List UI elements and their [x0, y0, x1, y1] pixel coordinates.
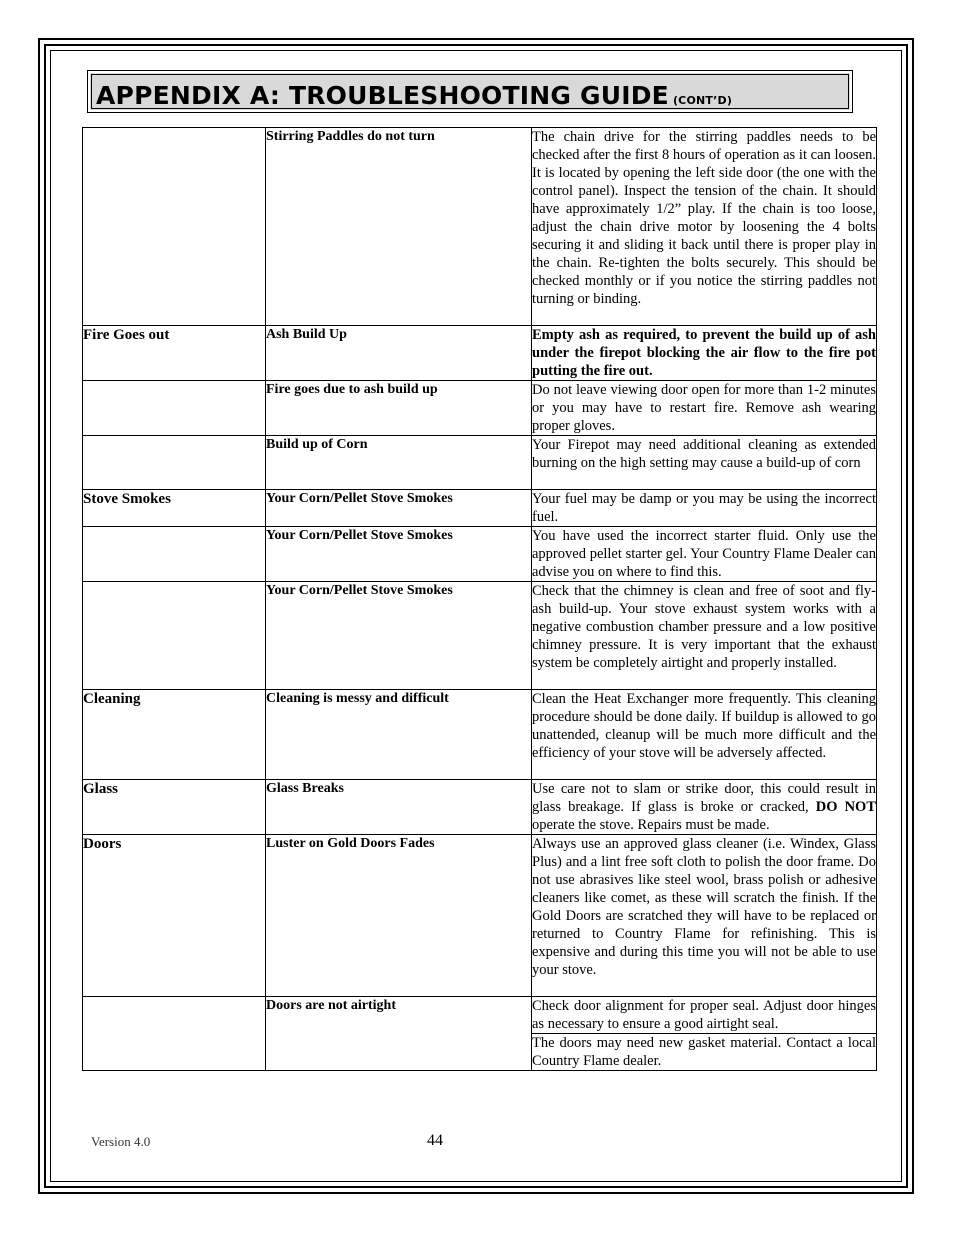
solution-text: Always use an approved glass cleaner (i.e. Windex, Glass Plus) and a lint free soft cloth to polish the door frame. Do not use abrasives like steel wool, brass polish or adhesive cleaners like comet, as these will scratch the finish. If the Gold Doors are scratched they will have to be replaced or returned to Country Flame for refinishing. This is expensive and during this time you will not be able to use your stove. [532, 836, 876, 978]
table-row [83, 128, 877, 326]
title-box-inner [91, 74, 849, 109]
problem-cell [266, 582, 532, 690]
solution-text-part: Use care not to slam or strike door, this could result in glass breakage. If glass is broke or cracked, [532, 781, 876, 815]
table-row [83, 835, 877, 997]
solution-text: Clean the Heat Exchanger more frequently. This cleaning procedure should be done daily. If buildup is allowed to go unattended, cleanup will be much more difficult and the efficiency of your stove will be adversely affected. [532, 691, 876, 761]
problem-label: Build up of Corn [266, 437, 368, 452]
problem-cell [266, 436, 532, 490]
area-label: Doors [83, 836, 122, 852]
area-cell [83, 780, 266, 835]
solution-cell [532, 835, 877, 997]
problem-label: Luster on Gold Doors Fades [266, 836, 435, 851]
title-sub: (CONT’D) [672, 94, 733, 107]
solution-cell [532, 381, 877, 436]
page-number: 44 [427, 1132, 443, 1149]
problem-label: Doors are not airtight [266, 998, 396, 1013]
problem-label: Fire goes due to ash build up [266, 382, 438, 397]
table-row [83, 690, 877, 780]
solution-cell [532, 690, 877, 780]
title-main: APPENDIX A: TROUBLESHOOTING GUIDE [96, 81, 669, 110]
problem-label: Stirring Paddles do not turn [266, 129, 435, 144]
area-cell [83, 582, 266, 690]
area-label: Glass [83, 781, 119, 797]
problem-cell [266, 835, 532, 997]
problem-label: Cleaning is messy and difficult [266, 691, 449, 706]
page-title [96, 81, 732, 110]
solution-text: Check door alignment for proper seal. Adjust door hinges as necessary to ensure a good airtight seal. [532, 998, 876, 1032]
problem-label: Ash Build Up [266, 327, 347, 342]
area-label: Stove Smokes [83, 491, 171, 507]
table-row [83, 326, 877, 381]
solution-text: The doors may need new gasket material. Contact a local Country Flame dealer. [532, 1035, 876, 1069]
area-cell [83, 997, 266, 1071]
area-cell [83, 436, 266, 490]
table-row [83, 490, 877, 527]
solution-cell [532, 436, 877, 490]
solution-text [532, 780, 876, 834]
solution-emphasis: DO NOT [815, 799, 876, 815]
table-row [83, 527, 877, 582]
solution-cell [532, 997, 877, 1034]
area-label: Fire Goes out [83, 327, 170, 343]
version-label: Version 4.0 [91, 1134, 151, 1149]
solution-cell [532, 527, 877, 582]
problem-cell [266, 381, 532, 436]
table-row [83, 381, 877, 436]
problem-cell [266, 326, 532, 381]
solution-cell [532, 582, 877, 690]
problem-label: Your Corn/Pellet Stove Smokes [266, 583, 453, 598]
problem-cell [266, 997, 532, 1071]
area-cell [83, 128, 266, 326]
troubleshooting-table [82, 127, 877, 1071]
solution-text: Check that the chimney is clean and free of soot and fly-ash build-up. Your stove exhaust system works with a negative combustion chamber pressure and a low positive chimney pressure. It is very important that the exhaust system be completely airtight and properly installed. [532, 583, 876, 671]
area-cell [83, 326, 266, 381]
solution-text-part: operate the stove. Repairs must be made. [532, 817, 770, 833]
table-row [83, 997, 877, 1034]
solution-cell [532, 490, 877, 527]
table-row [83, 780, 877, 835]
solution-cell [532, 326, 877, 381]
solution-text: Empty ash as required, to prevent the build up of ash under the firepot blocking the air flow to the fire pot putting the fire out. [532, 327, 876, 379]
table-row [83, 582, 877, 690]
problem-cell [266, 527, 532, 582]
area-label: Cleaning [83, 691, 141, 707]
area-cell [83, 527, 266, 582]
table-row [83, 436, 877, 490]
solution-text: The chain drive for the stirring paddles needs to be checked after the first 8 hours of operation as it can loosen. It is located by opening the left side door (the one with the control panel). Inspect the tension of the chain. It should have approximately 1/2” play. If the chain is too loose, adjust the chain drive motor by loosening the 4 bolts securing it and sliding it back until there is proper play in the chain. Re-tighten the bolts securely. This should be checked monthly or if you notice the stirring paddles not turning or binding. [532, 129, 876, 307]
problem-cell [266, 690, 532, 780]
solution-cell [532, 1034, 877, 1071]
problem-cell [266, 490, 532, 527]
problem-label: Glass Breaks [266, 781, 344, 796]
area-cell [83, 690, 266, 780]
solution-cell [532, 780, 877, 835]
solution-text: Do not leave viewing door open for more than 1-2 minutes or you may have to restart fire. Remove ash wearing proper gloves. [532, 382, 876, 434]
problem-cell [266, 780, 532, 835]
problem-label: Your Corn/Pellet Stove Smokes [266, 528, 453, 543]
title-box [87, 70, 853, 113]
problem-cell [266, 128, 532, 326]
solution-text: You have used the incorrect starter fluid. Only use the approved pellet starter gel. Your Country Flame Dealer can advise you on where to find this. [532, 528, 876, 580]
area-cell [83, 381, 266, 436]
area-cell [83, 490, 266, 527]
solution-cell [532, 128, 877, 326]
solution-text: Your Firepot may need additional cleaning as extended burning on the high setting may cause a build-up of corn [532, 437, 876, 471]
problem-label: Your Corn/Pellet Stove Smokes [266, 491, 453, 506]
solution-text: Your fuel may be damp or you may be using the incorrect fuel. [532, 491, 876, 525]
area-cell [83, 835, 266, 997]
